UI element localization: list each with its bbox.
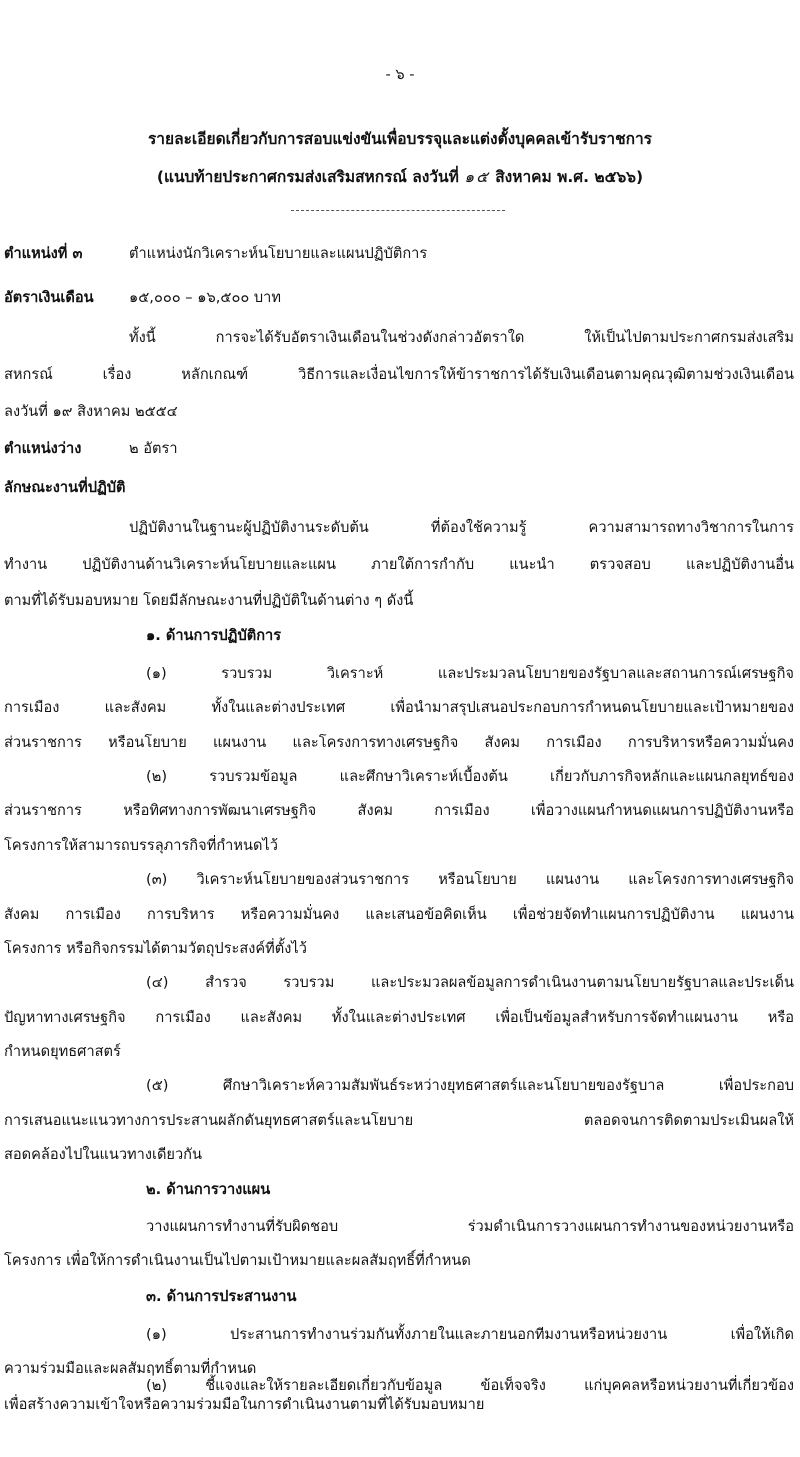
document-subtitle <box>0 170 800 186</box>
duty-item-line: ปัญหาทางเศรษฐกิจ การเมือง และสังคม ทั้งในและต่างประเทศ เพื่อเป็นข้อมูลสำหรับการจัดทำแผนงาน หรือ <box>4 1008 794 1026</box>
salary-note-line: ทั้งนี้ การจะได้รับอัตราเงินเดือนในช่วงดังกล่าวอัตราใด ให้เป็นไปตามประกาศกรมส่งเสริม <box>129 329 794 346</box>
page-number: - ๖ - <box>385 66 415 83</box>
position-value: ตำแหน่งนักวิเคราะห์นโยบายและแผนปฏิบัติการ <box>129 245 428 262</box>
duty-item-line: การเมือง และสังคม ทั้งในและต่างประเทศ เพื่อนำมาสรุปเสนอประกอบการกำหนดนโยบายและเป้าหมายของ <box>4 699 794 717</box>
duty-item-line: (๒) ชี้แจงและให้รายละเอียดเกี่ยวกับข้อมูล ข้อเท็จจริง แก่บุคคลหรือหน่วยงานที่เกี่ยวข้อง <box>146 1377 794 1395</box>
vacancy-value: ๒ อัตรา <box>129 440 178 457</box>
salary-label: อัตราเงินเดือน <box>4 289 94 306</box>
duty-item-line: (๔) สำรวจ รวบรวม และประมวลผลข้อมูลการดำเนินงานตามนโยบายรัฐบาลและประเด็น <box>146 974 794 992</box>
position-label: ตำแหน่งที่ ๓ <box>4 245 83 262</box>
duty-item-line: ส่วนราชการ หรือนโยบาย แผนงาน และโครงการทางเศรษฐกิจ สังคม การเมือง การบริหารหรือความมั่นคง <box>4 733 794 751</box>
duties-heading: ลักษณะงานที่ปฏิบัติ <box>4 479 126 496</box>
salary-note-line: สหกรณ์ เรื่อง หลักเกณฑ์ วิธีการและเงื่อนไขการให้ข้าราชการได้รับเงินเดือนตามคุณวุฒิตามช่วงเงินเดือน <box>4 366 794 383</box>
subtitle-suffix: สิงหาคม พ.ศ. ๒๕๖๖) <box>495 168 644 186</box>
duty-item-line: (๑) ประสานการทำงานร่วมกันทั้งภายในและภายนอกทีมงานหรือหน่วยงาน เพื่อให้เกิด <box>146 1325 794 1343</box>
duty-item-line: (๕) ศึกษาวิเคราะห์ความสัมพันธ์ระหว่างยุทธศาสตร์และนโยบายของรัฐบาล เพื่อประกอบ <box>146 1077 794 1095</box>
duty-item-line: วางแผนการทำงานที่รับผิดชอบ ร่วมดำเนินการวางแผนการทำงานของหน่วยงานหรือ <box>146 1217 794 1235</box>
duty-item-line: สังคม การเมือง การบริหาร หรือความมั่นคง และเสนอข้อคิดเห็น เพื่อช่วยจัดทำแผนการปฏิบัติงาน แผนงาน <box>4 905 794 923</box>
duty-item-line: (๓) วิเคราะห์นโยบายของส่วนราชการ หรือนโยบาย แผนงาน และโครงการทางเศรษฐกิจ <box>146 871 794 889</box>
title-divider <box>291 210 505 211</box>
section-heading-coordination: ๓. ด้านการประสานงาน <box>146 1288 297 1306</box>
duties-intro-line: ทำงาน ปฏิบัติงานด้านวิเคราะห์นโยบายและแผน ภายใต้การกำกับ แนะนำ ตรวจสอบ และปฏิบัติงานอื่น <box>4 556 794 573</box>
vacancy-label: ตำแหน่งว่าง <box>4 440 82 457</box>
salary-note-line: ลงวันที่ ๑๙ สิงหาคม ๒๕๕๔ <box>4 403 178 420</box>
duty-item-line: กำหนดยุทธศาสตร์ <box>4 1043 121 1061</box>
duty-item-line: การเสนอแนะแนวทางการประสานผลักดันยุทธศาสตร์และนโยบาย ตลอดจนการติดตามประเมินผลให้ <box>4 1111 794 1129</box>
document-title: รายละเอียดเกี่ยวกับการสอบแข่งขันเพื่อบรรจุและแต่งตั้งบุคคลเข้ารับราชการ <box>147 130 652 148</box>
subtitle-prefix: (แนบท้ายประกาศกรมส่งเสริมสหกรณ์ ลงวันที่ <box>156 168 459 186</box>
section-heading-planning: ๒. ด้านการวางแผน <box>146 1180 271 1198</box>
duties-intro-line: ตามที่ได้รับมอบหมาย โดยมีลักษณะงานที่ปฏิบัติในด้านต่าง ๆ ดังนี้ <box>4 592 414 609</box>
salary-value: ๑๕,๐๐๐ – ๑๖,๕๐๐ บาท <box>129 289 281 306</box>
section-heading-operations: ๑. ด้านการปฏิบัติการ <box>146 626 282 644</box>
handwritten-day: ๑๕ <box>464 168 490 186</box>
duty-item-line: สอดคล้องไปในแนวทางเดียวกัน <box>4 1146 202 1164</box>
duty-item-line: เพื่อสร้างความเข้าใจหรือความร่วมมือในการดำเนินงานตามที่ได้รับมอบหมาย <box>4 1396 485 1414</box>
duty-item-line: โครงการให้สามารถบรรลุภารกิจที่กำหนดไว้ <box>4 836 278 854</box>
duties-intro-line: ปฏิบัติงานในฐานะผู้ปฏิบัติงานระดับต้น ที่ต้องใช้ความรู้ ความสามารถทางวิชาการในการ <box>129 519 794 536</box>
duty-item-line: โครงการ หรือกิจกรรมได้ตามวัตถุประสงค์ที่ตั้งไว้ <box>4 939 307 957</box>
duty-item-line: โครงการ เพื่อให้การดำเนินงานเป็นไปตามเป้าหมายและผลสัมฤทธิ์ที่กำหนด <box>4 1252 471 1270</box>
duty-item-line: (๒) รวบรวมข้อมูล และศึกษาวิเคราะห์เบื้องต้น เกี่ยวกับภารกิจหลักและแผนกลยุทธ์ของ <box>146 767 794 785</box>
duty-item-line: ส่วนราชการ หรือทิศทางการพัฒนาเศรษฐกิจ สังคม การเมือง เพื่อวางแผนกำหนดแผนการปฏิบัติงานหรือ <box>4 802 794 820</box>
duty-item-line: ความร่วมมือและผลสัมฤทธิ์ตามที่กำหนด <box>4 1360 257 1378</box>
duty-item-line: (๑) รวบรวม วิเคราะห์ และประมวลนโยบายของรัฐบาลและสถานการณ์เศรษฐกิจ <box>146 664 794 682</box>
